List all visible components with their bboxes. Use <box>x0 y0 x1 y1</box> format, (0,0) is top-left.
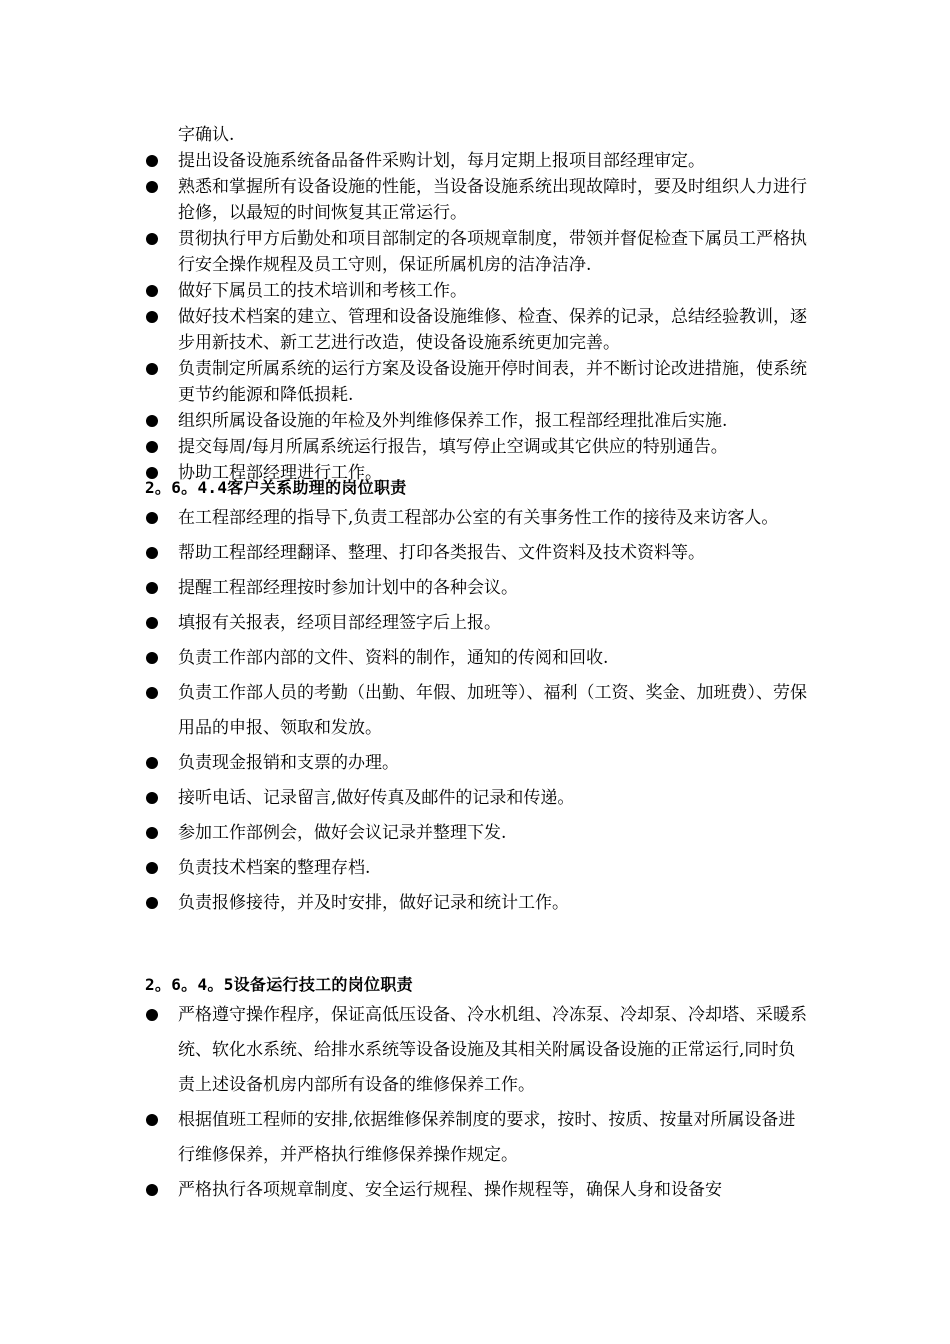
list-item: 提交每周/每月所属系统运行报告，填写停止空调或其它供应的特别通告。 <box>145 434 810 460</box>
list-item: 负责制定所属系统的运行方案及设备设施开停时间表，并不断讨论改进措施，使系统更节约能源和降低损耗. <box>145 356 810 408</box>
bullet-list-c <box>145 998 810 1208</box>
bullet-icon <box>146 862 158 874</box>
section-heading: 2。6。4.4客户关系助理的岗位职责 <box>145 478 407 497</box>
section-heading: 2。6。4。5设备运行技工的岗位职责 <box>145 975 413 994</box>
bullet-icon <box>146 311 158 323</box>
list-item: 在工程部经理的指导下,负责工程部办公室的有关事务性工作的接待及来访客人。 <box>145 501 810 536</box>
bullet-icon <box>146 687 158 699</box>
bullet-icon <box>146 1114 158 1126</box>
bullet-icon <box>146 363 158 375</box>
list-item: 协助工程部经理进行工作。 <box>145 460 810 486</box>
bullet-list-b <box>145 501 810 921</box>
section-a <box>145 122 810 486</box>
list-item: 贯彻执行甲方后勤处和项目部制定的各项规章制度，带领并督促检查下属员工严格执行安全操作规程及员工守则，保证所属机房的洁净洁净. <box>145 226 810 278</box>
list-item: 接听电话、记录留言,做好传真及邮件的记录和传递。 <box>145 781 810 816</box>
list-item: 提醒工程部经理按时参加计划中的各种会议。 <box>145 571 810 606</box>
bullet-icon <box>146 233 158 245</box>
list-item: 负责现金报销和支票的办理。 <box>145 746 810 781</box>
bullet-icon <box>146 512 158 524</box>
continuation-text: 字确认. <box>178 125 235 145</box>
list-item: 填报有关报表，经项目部经理签字后上报。 <box>145 606 810 641</box>
list-item: 熟悉和掌握所有设备设施的性能，当设备设施系统出现故障时，要及时组织人力进行抢修，以最短的时间恢复其正常运行。 <box>145 174 810 226</box>
bullet-icon <box>146 582 158 594</box>
bullet-icon <box>146 155 158 167</box>
bullet-icon <box>146 441 158 453</box>
list-item: 负责报修接待，并及时安排，做好记录和统计工作。 <box>145 886 810 921</box>
list-item: 组织所属设备设施的年检及外判维修保养工作，报工程部经理批准后实施. <box>145 408 810 434</box>
bullet-list-a <box>145 148 810 486</box>
bullet-icon <box>146 792 158 804</box>
bullet-icon <box>146 415 158 427</box>
bullet-icon <box>146 547 158 559</box>
bullet-icon <box>146 617 158 629</box>
list-item: 提出设备设施系统备品备件采购计划，每月定期上报项目部经理审定。 <box>145 148 810 174</box>
bullet-icon <box>146 652 158 664</box>
bullet-icon <box>146 827 158 839</box>
section-b <box>145 475 810 921</box>
list-item: 帮助工程部经理翻译、整理、打印各类报告、文件资料及技术资料等。 <box>145 536 810 571</box>
list-item: 参加工作部例会，做好会议记录并整理下发. <box>145 816 810 851</box>
list-item: 严格遵守操作程序，保证高低压设备、冷水机组、冷冻泵、冷却泵、冷却塔、采暖系统、软化水系统、给排水系统等设备设施及其相关附属设备设施的正常运行,同时负责上述设备机房内部所有设备的维修保养工作。 <box>145 998 810 1103</box>
bullet-icon <box>146 757 158 769</box>
list-item: 负责工作部内部的文件、资料的制作，通知的传阅和回收. <box>145 641 810 676</box>
list-item: 严格执行各项规章制度、安全运行规程、操作规程等，确保人身和设备安 <box>145 1173 810 1208</box>
list-item: 做好技术档案的建立、管理和设备设施维修、检查、保养的记录，总结经验教训，逐步用新技术、新工艺进行改造，使设备设施系统更加完善。 <box>145 304 810 356</box>
list-item: 根据值班工程师的安排,依据维修保养制度的要求，按时、按质、按量对所属设备进行维修保养，并严格执行维修保养操作规定。 <box>145 1103 810 1173</box>
list-item: 做好下属员工的技术培训和考核工作。 <box>145 278 810 304</box>
bullet-icon <box>146 1184 158 1196</box>
list-item: 负责技术档案的整理存档. <box>145 851 810 886</box>
bullet-icon <box>146 1009 158 1021</box>
section-c <box>145 972 810 1208</box>
bullet-icon <box>146 285 158 297</box>
list-item: 负责工作部人员的考勤（出勤、年假、加班等）、福利（工资、奖金、加班费）、劳保用品的申报、领取和发放。 <box>145 676 810 746</box>
bullet-icon <box>146 897 158 909</box>
bullet-icon <box>146 181 158 193</box>
